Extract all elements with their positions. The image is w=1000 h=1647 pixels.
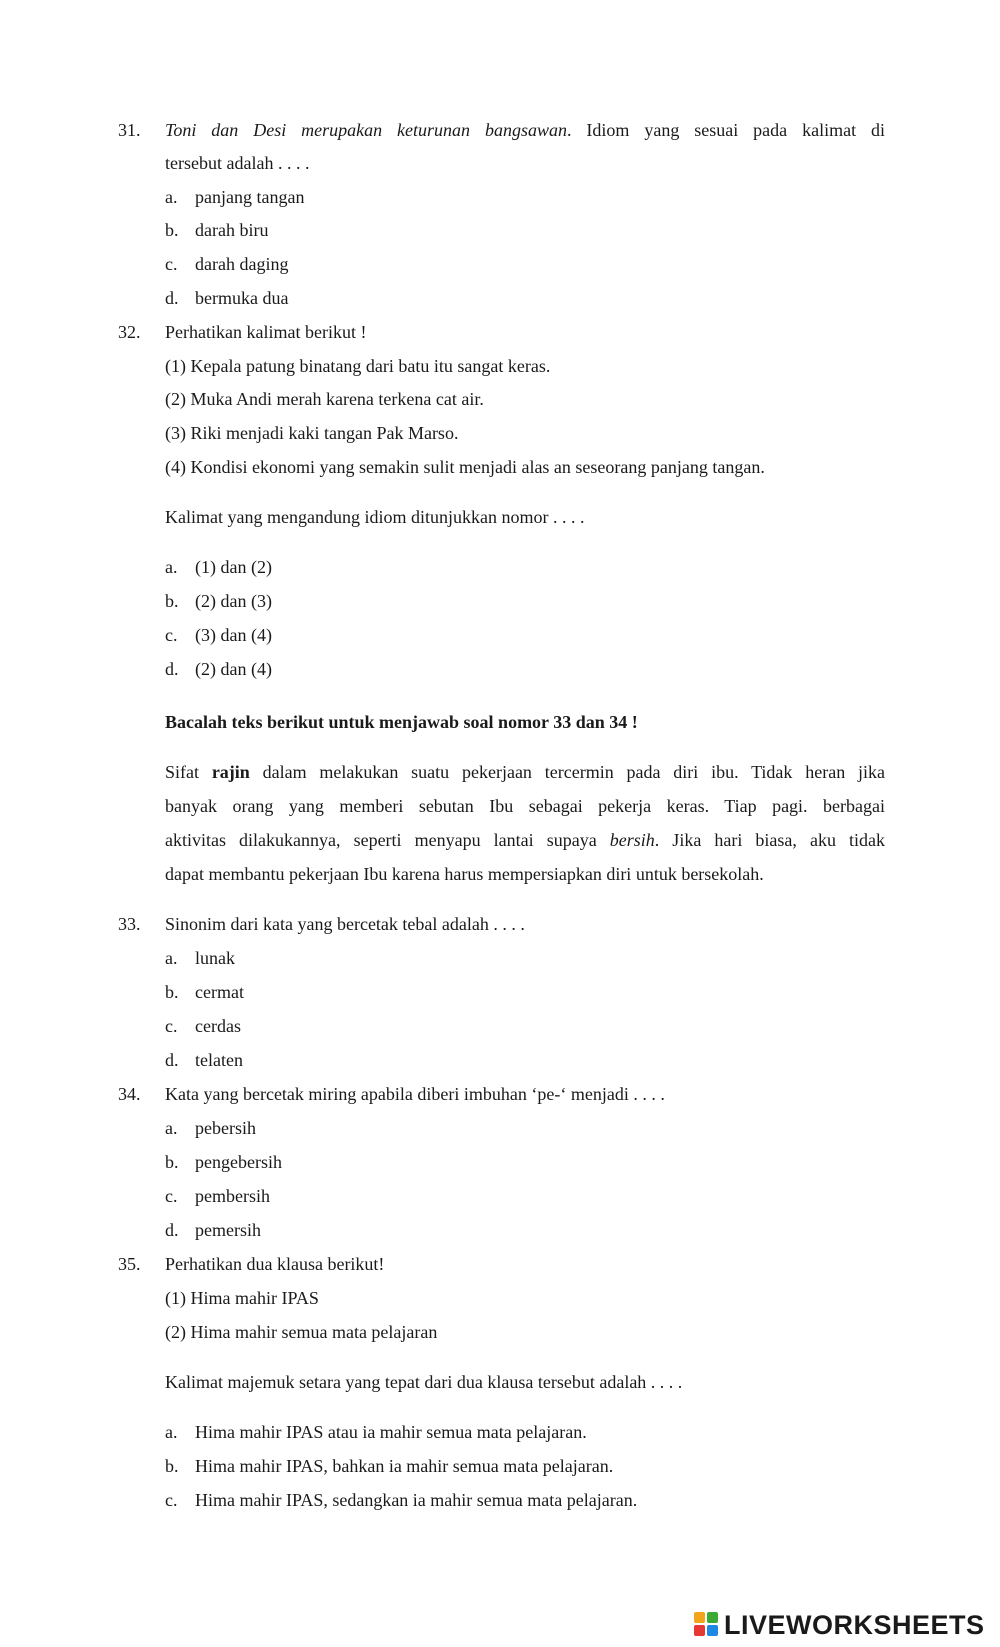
question-31-stem <box>165 119 885 141</box>
option-letter: d. <box>165 288 179 308</box>
option-text: pemersih <box>195 1220 261 1240</box>
option-letter: b. <box>165 1152 179 1172</box>
option-text: pembersih <box>195 1186 270 1206</box>
passage-text: . Jika hari biasa, aku tidak <box>654 830 885 850</box>
option-letter: d. <box>165 1050 179 1070</box>
option-text: pebersih <box>195 1118 256 1138</box>
question-number-34: 34. <box>118 1084 141 1104</box>
q32-sentence-3: (3) Riki menjadi kaki tangan Pak Marso. <box>165 423 459 443</box>
option-letter: b. <box>165 1456 179 1476</box>
option-text: Hima mahir IPAS, sedangkan ia mahir semua mata pelajaran. <box>195 1490 638 1510</box>
option-text: darah biru <box>195 220 269 240</box>
option-letter: d. <box>165 659 179 679</box>
question-33-stem: Sinonim dari kata yang bercetak tebal adalah . . . . <box>165 914 525 934</box>
q32-sentence-2: (2) Muka Andi merah karena terkena cat air. <box>165 389 484 409</box>
option-text: Hima mahir IPAS, bahkan ia mahir semua mata pelajaran. <box>195 1456 614 1476</box>
option-letter: b. <box>165 982 179 1002</box>
q35-clause-1: (1) Hima mahir IPAS <box>165 1288 319 1308</box>
liveworksheets-logo[interactable] <box>694 1610 985 1640</box>
option-text: bermuka dua <box>195 288 289 308</box>
option-letter: c. <box>165 1186 178 1206</box>
option-text: darah daging <box>195 254 289 274</box>
passage-line-4: dapat membantu pekerjaan Ibu karena harus mempersiapkan diri untuk bersekolah. <box>165 864 764 884</box>
option-text: lunak <box>195 948 235 968</box>
question-number-31: 31. <box>118 120 141 140</box>
option-letter: a. <box>165 1118 178 1138</box>
option-letter: d. <box>165 1220 179 1240</box>
question-number-32: 32. <box>118 322 141 342</box>
q31-italic-sentence: Toni dan Desi merupakan keturunan bangsawan <box>165 120 567 140</box>
passage-instruction: Bacalah teks berikut untuk menjawab soal nomor 33 dan 34 ! <box>165 712 638 732</box>
option-text: (2) dan (3) <box>195 591 272 611</box>
question-31-stem-line2: tersebut adalah . . . . <box>165 153 310 173</box>
option-letter: a. <box>165 187 178 207</box>
option-letter: a. <box>165 557 178 577</box>
option-text: pengebersih <box>195 1152 282 1172</box>
question-number-33: 33. <box>118 914 141 934</box>
question-number-35: 35. <box>118 1254 141 1274</box>
liveworksheets-logo-text: LIVEWORKSHEETS <box>724 1609 985 1640</box>
question-32-stem: Perhatikan kalimat berikut ! <box>165 322 367 342</box>
option-letter: b. <box>165 591 179 611</box>
liveworksheets-logo-icon <box>694 1612 720 1638</box>
option-text: telaten <box>195 1050 243 1070</box>
passage-line-2: banyak orang yang memberi sebutan Ibu sebagai pekerja keras. Tiap pagi. berbagai <box>165 796 885 816</box>
option-letter: c. <box>165 1490 178 1510</box>
passage-line-3 <box>165 829 885 851</box>
passage-bold-word: rajin <box>211 762 250 782</box>
q35-question: Kalimat majemuk setara yang tepat dari dua klausa tersebut adalah . . . . <box>165 1372 683 1392</box>
q32-question: Kalimat yang mengandung idiom ditunjukkan nomor . . . . <box>165 507 585 527</box>
passage-text: aktivitas dilakukannya, seperti menyapu lantai supaya <box>165 830 610 850</box>
passage-italic-word: bersih <box>609 830 655 850</box>
option-letter: c. <box>165 625 178 645</box>
option-text: panjang tangan <box>195 187 305 207</box>
option-text: cermat <box>195 982 244 1002</box>
passage-line-1 <box>165 761 885 783</box>
option-text: cerdas <box>195 1016 241 1036</box>
option-letter: c. <box>165 254 178 274</box>
q32-sentence-1: (1) Kepala patung binatang dari batu itu sangat keras. <box>165 356 551 376</box>
question-35-stem: Perhatikan dua klausa berikut! <box>165 1254 385 1274</box>
passage-text: Sifat <box>165 762 212 782</box>
option-letter: a. <box>165 1422 178 1442</box>
option-text: (2) dan (4) <box>195 659 272 679</box>
q31-stem-rest: . Idiom yang sesuai pada kalimat di <box>566 120 885 140</box>
option-text: (1) dan (2) <box>195 557 272 577</box>
question-34-stem: Kata yang bercetak miring apabila diberi imbuhan ‘pe-‘ menjadi . . . . <box>165 1084 665 1104</box>
q32-sentence-4: (4) Kondisi ekonomi yang semakin sulit menjadi alas an seseorang panjang tangan. <box>165 457 765 477</box>
option-letter: b. <box>165 220 179 240</box>
option-letter: a. <box>165 948 178 968</box>
option-letter: c. <box>165 1016 178 1036</box>
option-text: Hima mahir IPAS atau ia mahir semua mata pelajaran. <box>195 1422 587 1442</box>
option-text: (3) dan (4) <box>195 625 272 645</box>
q35-clause-2: (2) Hima mahir semua mata pelajaran <box>165 1322 438 1342</box>
passage-text: dalam melakukan suatu pekerjaan tercermin pada diri ibu. Tidak heran jika <box>249 762 886 782</box>
